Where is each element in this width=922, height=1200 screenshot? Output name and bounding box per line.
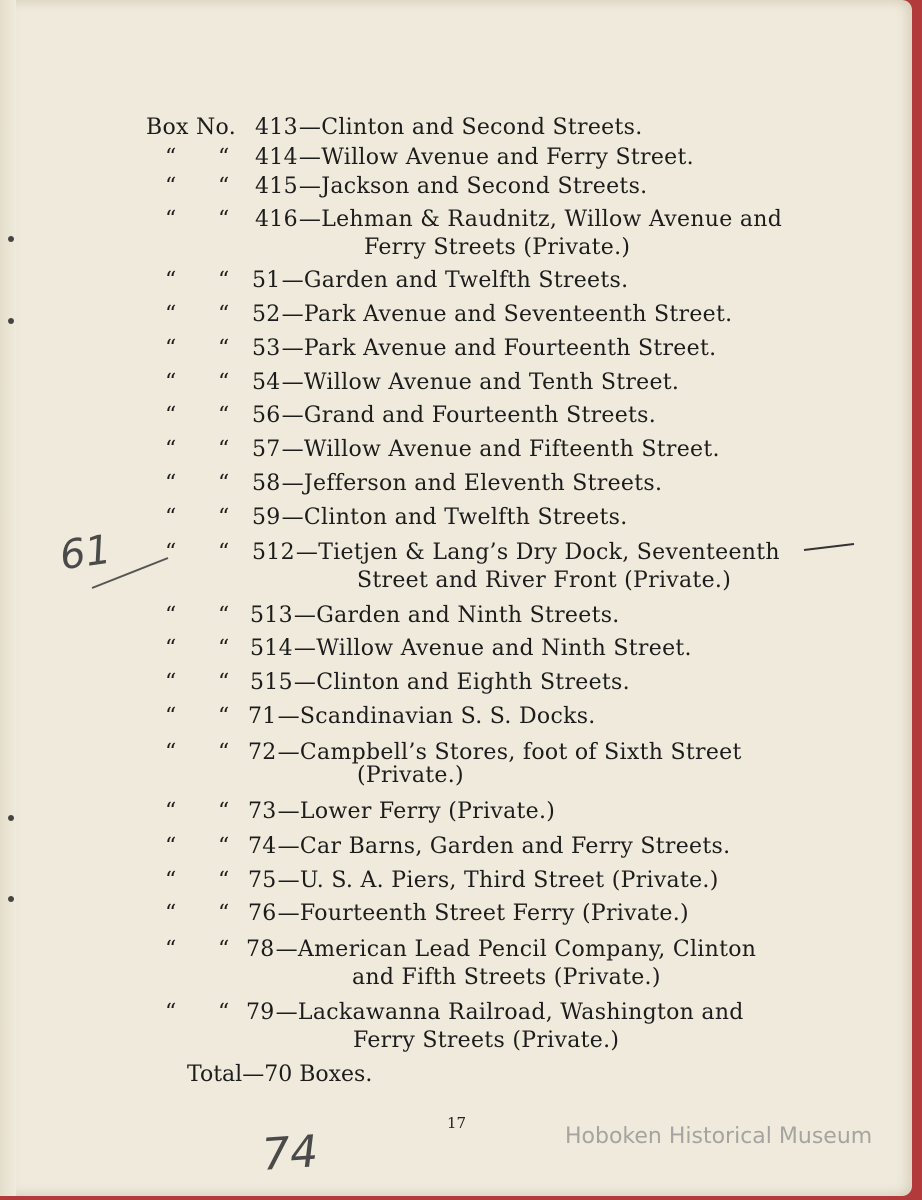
box-location: —U. S. A. Piers, Third Street (Private.): [277, 868, 719, 893]
ditto-mark: “: [218, 603, 230, 628]
box-number: 415: [255, 174, 298, 199]
box-number: 59: [252, 505, 281, 530]
box-label: Box No.: [146, 115, 237, 140]
box-location: —Willow Avenue and Tenth Street.: [281, 370, 680, 395]
box-location: —Willow Avenue and Ninth Street.: [293, 636, 692, 661]
box-location: —Lackawanna Railroad, Washington and: [275, 1000, 744, 1025]
ditto-mark: “: [218, 505, 230, 530]
box-number: 514: [250, 636, 293, 661]
ditto-mark: “: [165, 370, 177, 395]
ditto-mark: “: [218, 403, 230, 428]
box-location-continuation: (Private.): [357, 763, 464, 788]
box-number: 76: [248, 901, 277, 926]
box-location: —Clinton and Twelfth Streets.: [281, 505, 628, 530]
ditto-mark: “: [165, 670, 177, 695]
ditto-mark: “: [165, 207, 177, 232]
box-location: —Park Avenue and Seventeenth Street.: [281, 302, 733, 327]
pencil-stroke-icon: [88, 548, 178, 598]
box-location: —Scandinavian S. S. Docks.: [277, 704, 596, 729]
box-number: 52: [252, 302, 281, 327]
ditto-mark: “: [218, 174, 230, 199]
ditto-mark: “: [218, 437, 230, 462]
box-location: —Jackson and Second Streets.: [298, 174, 648, 199]
ditto-mark: “: [218, 901, 230, 926]
ditto-mark: “: [165, 471, 177, 496]
box-location: —Lehman & Raudnitz, Willow Avenue and: [298, 207, 783, 232]
ditto-mark: “: [165, 302, 177, 327]
box-location: —Willow Avenue and Fifteenth Street.: [281, 437, 720, 462]
ditto-mark: “: [165, 937, 177, 962]
box-location: —Jefferson and Eleventh Streets.: [281, 471, 663, 496]
box-location-continuation: Street and River Front (Private.): [357, 568, 732, 593]
ditto-mark: “: [218, 868, 230, 893]
box-number: 58: [252, 471, 281, 496]
ditto-mark: “: [165, 145, 177, 170]
box-number: 71: [248, 704, 277, 729]
box-location: —Willow Avenue and Ferry Street.: [298, 145, 694, 170]
ditto-mark: “: [165, 268, 177, 293]
total-line: Total—70 Boxes.: [187, 1062, 373, 1087]
ditto-mark: “: [218, 336, 230, 361]
ditto-mark: “: [218, 799, 230, 824]
box-location: —Tietjen & Lang’s Dry Dock, Seventeenth: [295, 540, 780, 565]
box-number: 515: [250, 670, 293, 695]
ditto-mark: “: [218, 834, 230, 859]
ditto-mark: “: [218, 937, 230, 962]
ditto-mark: “: [165, 403, 177, 428]
page-number: 17: [447, 1114, 467, 1132]
box-location: —Park Avenue and Fourteenth Street.: [281, 336, 717, 361]
ditto-mark: “: [218, 145, 230, 170]
ditto-mark: “: [165, 336, 177, 361]
box-number: 512: [252, 540, 295, 565]
box-number: 78: [246, 937, 275, 962]
box-location: —Car Barns, Garden and Ferry Streets.: [277, 834, 731, 859]
ditto-mark: “: [218, 207, 230, 232]
box-number: 57: [252, 437, 281, 462]
watermark: Hoboken Historical Museum: [565, 1124, 873, 1149]
ditto-mark: “: [165, 704, 177, 729]
box-number: 54: [252, 370, 281, 395]
ditto-mark: “: [218, 1000, 230, 1025]
ditto-mark: “: [165, 603, 177, 628]
box-number: 79: [246, 1000, 275, 1025]
box-number: 513: [250, 603, 293, 628]
box-number: 75: [248, 868, 277, 893]
handwritten-page-number: 74: [260, 1126, 320, 1181]
box-location: —Grand and Fourteenth Streets.: [281, 403, 657, 428]
ditto-mark: “: [165, 505, 177, 530]
box-location-continuation: Ferry Streets (Private.): [353, 1028, 620, 1053]
ditto-mark: “: [218, 704, 230, 729]
ditto-mark: “: [165, 437, 177, 462]
ditto-mark: “: [165, 540, 177, 565]
ditto-mark: “: [165, 740, 177, 765]
box-number: 73: [248, 799, 277, 824]
box-location: —Campbell’s Stores, foot of Sixth Street: [277, 740, 742, 765]
box-number: 53: [252, 336, 281, 361]
pencil-dash-icon: [800, 538, 860, 558]
ditto-mark: “: [218, 268, 230, 293]
ditto-mark: “: [218, 636, 230, 661]
box-number: 51: [252, 268, 281, 293]
box-location: —Fourteenth Street Ferry (Private.): [277, 901, 689, 926]
box-location: —Garden and Ninth Streets.: [293, 603, 620, 628]
box-number: 74: [248, 834, 277, 859]
box-number: 414: [255, 145, 298, 170]
ditto-mark: “: [218, 302, 230, 327]
box-number: 56: [252, 403, 281, 428]
box-location: —Clinton and Second Streets.: [298, 115, 643, 140]
ditto-mark: “: [165, 174, 177, 199]
ditto-mark: “: [165, 834, 177, 859]
ditto-mark: “: [218, 370, 230, 395]
box-location: —Clinton and Eighth Streets.: [293, 670, 630, 695]
ditto-mark: “: [165, 868, 177, 893]
box-location: —American Lead Pencil Company, Clinton: [275, 937, 757, 962]
handwritten-note: 61: [57, 526, 114, 580]
box-number: 413: [255, 115, 298, 140]
ditto-mark: “: [165, 799, 177, 824]
box-location-continuation: Ferry Streets (Private.): [364, 235, 631, 260]
box-number: 72: [248, 740, 277, 765]
box-location: —Lower Ferry (Private.): [277, 799, 556, 824]
ditto-mark: “: [218, 540, 230, 565]
box-number: 416: [255, 207, 298, 232]
box-location: —Garden and Twelfth Streets.: [281, 268, 629, 293]
ditto-mark: “: [218, 670, 230, 695]
ditto-mark: “: [218, 471, 230, 496]
box-location-continuation: and Fifth Streets (Private.): [352, 965, 661, 990]
ditto-mark: “: [218, 740, 230, 765]
ditto-mark: “: [165, 636, 177, 661]
ditto-mark: “: [165, 1000, 177, 1025]
ditto-mark: “: [165, 901, 177, 926]
